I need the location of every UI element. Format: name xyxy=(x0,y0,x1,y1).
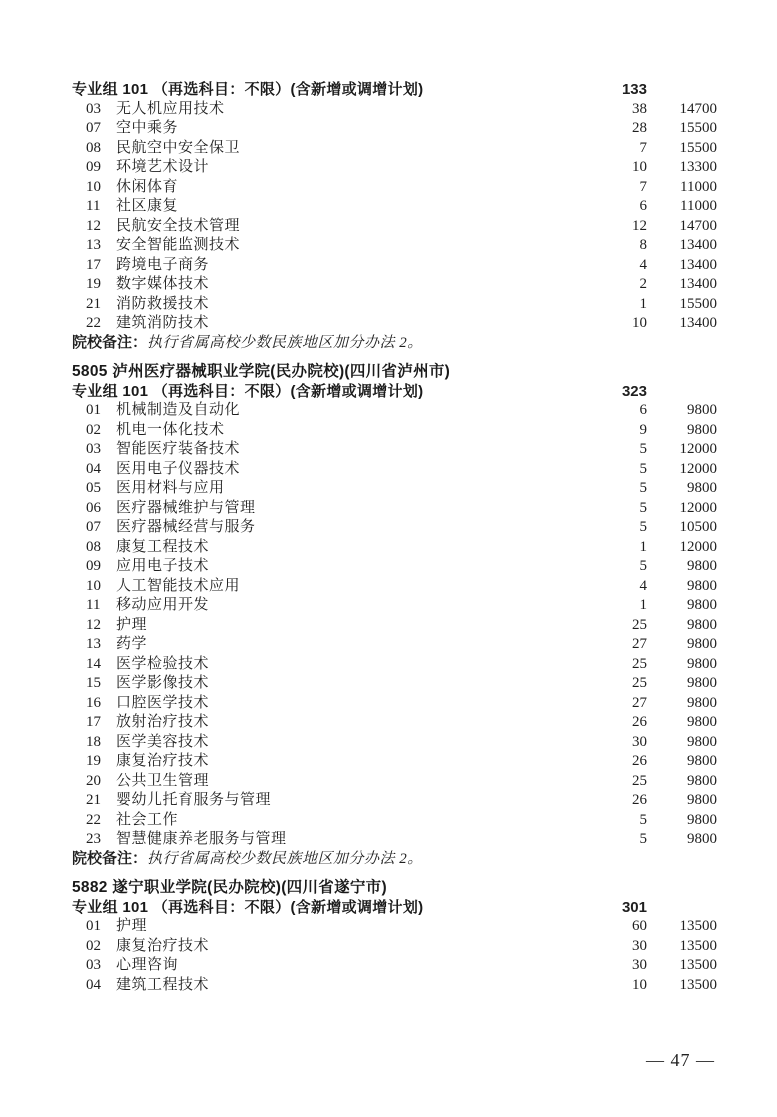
major-plan-count: 9 xyxy=(639,421,647,438)
major-plan-count: 4 xyxy=(639,577,647,594)
major-tuition: 13500 xyxy=(679,918,717,934)
major-plan-count: 7 xyxy=(639,139,647,156)
major-row xyxy=(72,538,717,558)
group-plan-count: 323 xyxy=(621,382,647,400)
major-name: 医学检验技术 xyxy=(116,655,210,672)
major-plan-count: 5 xyxy=(639,811,647,828)
major-tuition: 9800 xyxy=(687,597,717,613)
major-code: 07 xyxy=(86,519,101,535)
major-plan-count: 1 xyxy=(639,295,647,312)
major-name-cell xyxy=(72,917,595,937)
major-tuition: 9800 xyxy=(687,831,717,847)
major-row xyxy=(72,956,717,976)
major-name: 社区康复 xyxy=(116,198,179,214)
major-code: 03 xyxy=(86,100,101,117)
major-tuition: 13500 xyxy=(679,957,717,973)
major-tuition: 9800 xyxy=(687,636,717,652)
major-row xyxy=(72,655,717,675)
group-plan-count: 133 xyxy=(621,81,647,98)
major-code: 02 xyxy=(86,937,101,954)
remark-label: 院校备注： xyxy=(72,850,148,867)
major-code: 19 xyxy=(86,276,101,292)
major-code: 05 xyxy=(86,480,101,496)
major-code: 03 xyxy=(86,957,101,973)
major-row xyxy=(72,713,717,733)
admission-plan-list xyxy=(72,80,717,995)
major-plan-count: 5 xyxy=(639,499,647,516)
major-code: 23 xyxy=(86,831,101,847)
major-code: 01 xyxy=(86,918,101,934)
major-name-cell xyxy=(72,976,595,996)
major-code: 01 xyxy=(86,402,101,418)
major-tuition: 9800 xyxy=(687,577,717,594)
major-row xyxy=(72,752,717,772)
major-plan-count: 10 xyxy=(632,976,647,993)
major-row xyxy=(72,772,717,792)
major-code: 08 xyxy=(86,139,101,156)
major-tuition: 9800 xyxy=(687,480,717,496)
major-plan-count: 25 xyxy=(632,655,647,672)
major-row xyxy=(72,236,717,256)
major-row xyxy=(72,119,717,139)
major-plan-count: 5 xyxy=(639,831,647,847)
major-code: 11 xyxy=(86,198,101,214)
major-row xyxy=(72,937,717,957)
major-group-label: 专业组 101 （再选科目：不限）(含新增或调增计划) xyxy=(72,81,424,98)
major-name: 人工智能技术应用 xyxy=(116,577,241,594)
major-tuition: 9800 xyxy=(687,616,717,633)
major-name: 建筑消防技术 xyxy=(116,315,210,331)
college-title: 5882 遂宁职业学院(民办院校)(四川省遂宁市) xyxy=(72,879,387,896)
major-group-row xyxy=(72,898,717,918)
college-heading xyxy=(72,362,717,382)
major-plan-count: 25 xyxy=(632,616,647,633)
major-tuition: 9800 xyxy=(687,753,717,769)
major-plan-count: 60 xyxy=(632,918,647,934)
major-code: 17 xyxy=(86,714,101,730)
major-tuition: 14700 xyxy=(679,100,717,117)
major-tuition: 13400 xyxy=(679,315,717,331)
major-name-cell xyxy=(72,100,595,120)
major-plan-count: 4 xyxy=(639,256,647,273)
major-name-cell xyxy=(72,557,595,577)
major-group-label: 专业组 101 （再选科目：不限）(含新增或调增计划) xyxy=(72,898,424,916)
major-row xyxy=(72,791,717,811)
remark-label: 院校备注： xyxy=(72,334,148,351)
major-tuition: 9800 xyxy=(687,402,717,418)
major-name-cell xyxy=(72,178,595,198)
major-name: 护理 xyxy=(116,918,148,934)
major-name-cell xyxy=(72,119,595,139)
major-name: 智慧健康养老服务与管理 xyxy=(116,831,287,847)
major-name: 跨境电子商务 xyxy=(116,256,210,273)
major-plan-count: 30 xyxy=(632,957,647,973)
major-name: 建筑工程技术 xyxy=(116,976,210,993)
major-tuition: 12000 xyxy=(679,499,717,516)
major-plan-count: 25 xyxy=(632,675,647,691)
major-plan-count: 27 xyxy=(632,694,647,711)
college-title: 5805 泸州医疗器械职业学院(民办院校)(四川省泸州市) xyxy=(72,363,451,380)
major-name-cell xyxy=(72,635,595,655)
major-tuition: 13400 xyxy=(679,276,717,292)
major-code: 12 xyxy=(86,616,101,633)
major-name-cell xyxy=(72,733,595,753)
major-plan-count: 26 xyxy=(632,714,647,730)
major-name-cell xyxy=(72,577,595,597)
major-plan-count: 26 xyxy=(632,753,647,769)
major-name: 无人机应用技术 xyxy=(116,100,225,117)
page-footer xyxy=(646,1050,715,1071)
major-row xyxy=(72,256,717,276)
remark-text: 执行省属高校少数民族地区加分办法 2。 xyxy=(147,334,423,351)
major-tuition: 15500 xyxy=(679,139,717,156)
major-code: 06 xyxy=(86,499,101,516)
major-row xyxy=(72,577,717,597)
major-tuition: 9800 xyxy=(687,655,717,672)
major-name-cell xyxy=(72,674,595,694)
major-name-cell xyxy=(72,956,595,976)
major-tuition: 12000 xyxy=(679,441,717,457)
major-tuition: 9800 xyxy=(687,714,717,730)
major-code: 22 xyxy=(86,315,101,331)
major-group-row xyxy=(72,382,717,402)
major-code: 04 xyxy=(86,976,101,993)
major-code: 11 xyxy=(86,597,101,613)
major-name-cell xyxy=(72,655,595,675)
major-name: 数字媒体技术 xyxy=(116,276,210,292)
major-code: 10 xyxy=(86,178,101,195)
major-code: 20 xyxy=(86,772,101,789)
major-tuition: 9800 xyxy=(687,733,717,750)
major-plan-count: 26 xyxy=(632,792,647,808)
major-name-cell xyxy=(72,440,595,460)
major-name-cell xyxy=(72,256,595,276)
major-name-cell xyxy=(72,314,595,334)
major-code: 13 xyxy=(86,636,101,652)
major-plan-count: 25 xyxy=(632,772,647,789)
major-name: 康复工程技术 xyxy=(116,538,210,555)
major-plan-count: 8 xyxy=(639,237,647,253)
major-name: 药学 xyxy=(116,636,148,652)
major-name: 机械制造及自动化 xyxy=(116,402,241,418)
major-plan-count: 28 xyxy=(632,120,647,136)
major-row xyxy=(72,295,717,315)
major-row xyxy=(72,178,717,198)
major-name: 空中乘务 xyxy=(116,120,179,136)
major-name-cell xyxy=(72,752,595,772)
major-code: 13 xyxy=(86,237,101,253)
major-tuition: 11000 xyxy=(680,178,717,195)
major-name-cell xyxy=(72,499,595,519)
major-row xyxy=(72,217,717,237)
major-name: 医学美容技术 xyxy=(116,733,210,750)
major-row xyxy=(72,197,717,217)
major-name-cell xyxy=(72,479,595,499)
major-name: 口腔医学技术 xyxy=(116,694,210,711)
major-tuition: 12000 xyxy=(679,538,717,555)
major-row xyxy=(72,421,717,441)
major-name-cell xyxy=(72,139,595,159)
remark-text: 执行省属高校少数民族地区加分办法 2。 xyxy=(147,850,423,867)
major-name-cell xyxy=(72,518,595,538)
major-tuition: 9800 xyxy=(687,675,717,691)
major-row xyxy=(72,158,717,178)
major-row xyxy=(72,557,717,577)
major-tuition: 9800 xyxy=(687,421,717,438)
major-tuition: 13300 xyxy=(679,159,717,175)
major-name: 智能医疗装备技术 xyxy=(116,441,241,457)
major-code: 07 xyxy=(86,120,101,136)
major-code: 16 xyxy=(86,694,101,711)
major-tuition: 9800 xyxy=(687,792,717,808)
major-name: 康复治疗技术 xyxy=(116,753,210,769)
major-row xyxy=(72,314,717,334)
major-name-cell xyxy=(72,830,595,850)
major-name: 医学影像技术 xyxy=(116,675,210,691)
major-row xyxy=(72,830,717,850)
major-name: 安全智能监测技术 xyxy=(116,237,241,253)
major-tuition: 13500 xyxy=(679,976,717,993)
major-code: 18 xyxy=(86,733,101,750)
major-name-cell xyxy=(72,937,595,957)
major-code: 12 xyxy=(86,217,101,234)
major-name: 医用电子仪器技术 xyxy=(116,460,241,477)
major-tuition: 9800 xyxy=(687,772,717,789)
major-name-cell xyxy=(72,791,595,811)
major-plan-count: 30 xyxy=(632,937,647,954)
major-row xyxy=(72,401,717,421)
major-name: 心理咨询 xyxy=(116,957,179,973)
major-plan-count: 2 xyxy=(639,276,647,292)
major-row xyxy=(72,440,717,460)
major-code: 09 xyxy=(86,159,101,175)
major-plan-count: 5 xyxy=(639,460,647,477)
major-name: 医疗器械经营与服务 xyxy=(116,519,256,535)
major-row xyxy=(72,139,717,159)
major-row xyxy=(72,917,717,937)
major-name: 社会工作 xyxy=(116,811,179,828)
major-tuition: 15500 xyxy=(679,120,717,136)
major-plan-count: 5 xyxy=(639,558,647,574)
major-tuition: 13400 xyxy=(679,256,717,273)
major-plan-count: 10 xyxy=(632,315,647,331)
major-plan-count: 10 xyxy=(632,159,647,175)
major-row xyxy=(72,694,717,714)
major-name-cell xyxy=(72,421,595,441)
major-tuition: 11000 xyxy=(680,198,717,214)
major-name: 休闲体育 xyxy=(116,178,179,195)
major-name: 医用材料与应用 xyxy=(116,480,225,496)
major-code: 10 xyxy=(86,577,101,594)
major-row xyxy=(72,635,717,655)
major-name: 康复治疗技术 xyxy=(116,937,210,954)
major-code: 15 xyxy=(86,675,101,691)
major-code: 02 xyxy=(86,421,101,438)
major-name: 移动应用开发 xyxy=(116,597,210,613)
major-row xyxy=(72,275,717,295)
major-plan-count: 1 xyxy=(639,597,647,613)
major-row xyxy=(72,460,717,480)
major-row xyxy=(72,811,717,831)
major-plan-count: 6 xyxy=(639,198,647,214)
major-tuition: 10500 xyxy=(679,519,717,535)
major-name: 护理 xyxy=(116,616,148,633)
major-name-cell xyxy=(72,694,595,714)
major-name-cell xyxy=(72,811,595,831)
major-name: 医疗器械维护与管理 xyxy=(116,499,256,516)
major-code: 21 xyxy=(86,792,101,808)
major-name-cell xyxy=(72,460,595,480)
college-remark xyxy=(72,334,717,354)
major-plan-count: 6 xyxy=(639,402,647,418)
major-name-cell xyxy=(72,596,595,616)
major-group-label: 专业组 101 （再选科目：不限）(含新增或调增计划) xyxy=(72,382,424,400)
major-name-cell xyxy=(72,772,595,792)
major-code: 22 xyxy=(86,811,101,828)
major-name: 民航空中安全保卫 xyxy=(116,139,241,156)
group-plan-count: 301 xyxy=(621,898,647,916)
major-row xyxy=(72,733,717,753)
major-tuition: 9800 xyxy=(687,558,717,574)
major-name-cell xyxy=(72,713,595,733)
major-tuition: 9800 xyxy=(687,694,717,711)
major-code: 08 xyxy=(86,538,101,555)
major-tuition: 9800 xyxy=(687,811,717,828)
page-number: — 47 — xyxy=(646,1050,715,1070)
major-name: 消防救援技术 xyxy=(116,295,210,312)
major-tuition: 14700 xyxy=(679,217,717,234)
college-remark-row xyxy=(72,850,717,870)
major-name-cell xyxy=(72,158,595,178)
major-name: 机电一体化技术 xyxy=(116,421,225,438)
major-tuition: 13400 xyxy=(679,237,717,253)
major-plan-count: 30 xyxy=(632,733,647,750)
major-plan-count: 27 xyxy=(632,636,647,652)
major-name-cell xyxy=(72,616,595,636)
major-name: 公共卫生管理 xyxy=(116,772,210,789)
major-plan-count: 5 xyxy=(639,441,647,457)
major-row xyxy=(72,674,717,694)
major-code: 19 xyxy=(86,753,101,769)
major-name-cell xyxy=(72,401,595,421)
major-name-cell xyxy=(72,236,595,256)
major-name-cell xyxy=(72,538,595,558)
major-name-cell xyxy=(72,295,595,315)
major-plan-count: 5 xyxy=(639,480,647,496)
major-name: 民航安全技术管理 xyxy=(116,217,241,234)
major-tuition: 13500 xyxy=(679,937,717,954)
major-name: 放射治疗技术 xyxy=(116,714,210,730)
major-tuition: 15500 xyxy=(679,295,717,312)
college-remark xyxy=(72,850,717,870)
major-row xyxy=(72,518,717,538)
major-name: 婴幼儿托育服务与管理 xyxy=(116,792,272,808)
major-code: 04 xyxy=(86,460,101,477)
major-row xyxy=(72,596,717,616)
major-group-row xyxy=(72,80,717,100)
major-code: 03 xyxy=(86,441,101,457)
major-row xyxy=(72,479,717,499)
major-plan-count: 1 xyxy=(639,538,647,555)
major-code: 14 xyxy=(86,655,101,672)
major-tuition: 12000 xyxy=(679,460,717,477)
major-plan-count: 38 xyxy=(632,100,647,117)
major-name-cell xyxy=(72,197,595,217)
major-name-cell xyxy=(72,217,595,237)
college-heading xyxy=(72,878,717,898)
major-row xyxy=(72,616,717,636)
major-row xyxy=(72,100,717,120)
major-code: 09 xyxy=(86,558,101,574)
major-name: 环境艺术设计 xyxy=(116,159,210,175)
major-row xyxy=(72,499,717,519)
college-remark-row xyxy=(72,334,717,354)
major-plan-count: 5 xyxy=(639,519,647,535)
major-code: 17 xyxy=(86,256,101,273)
major-name: 应用电子技术 xyxy=(116,558,210,574)
major-name-cell xyxy=(72,275,595,295)
major-plan-count: 7 xyxy=(639,178,647,195)
major-plan-count: 12 xyxy=(632,217,647,234)
major-row xyxy=(72,976,717,996)
major-code: 21 xyxy=(86,295,101,312)
